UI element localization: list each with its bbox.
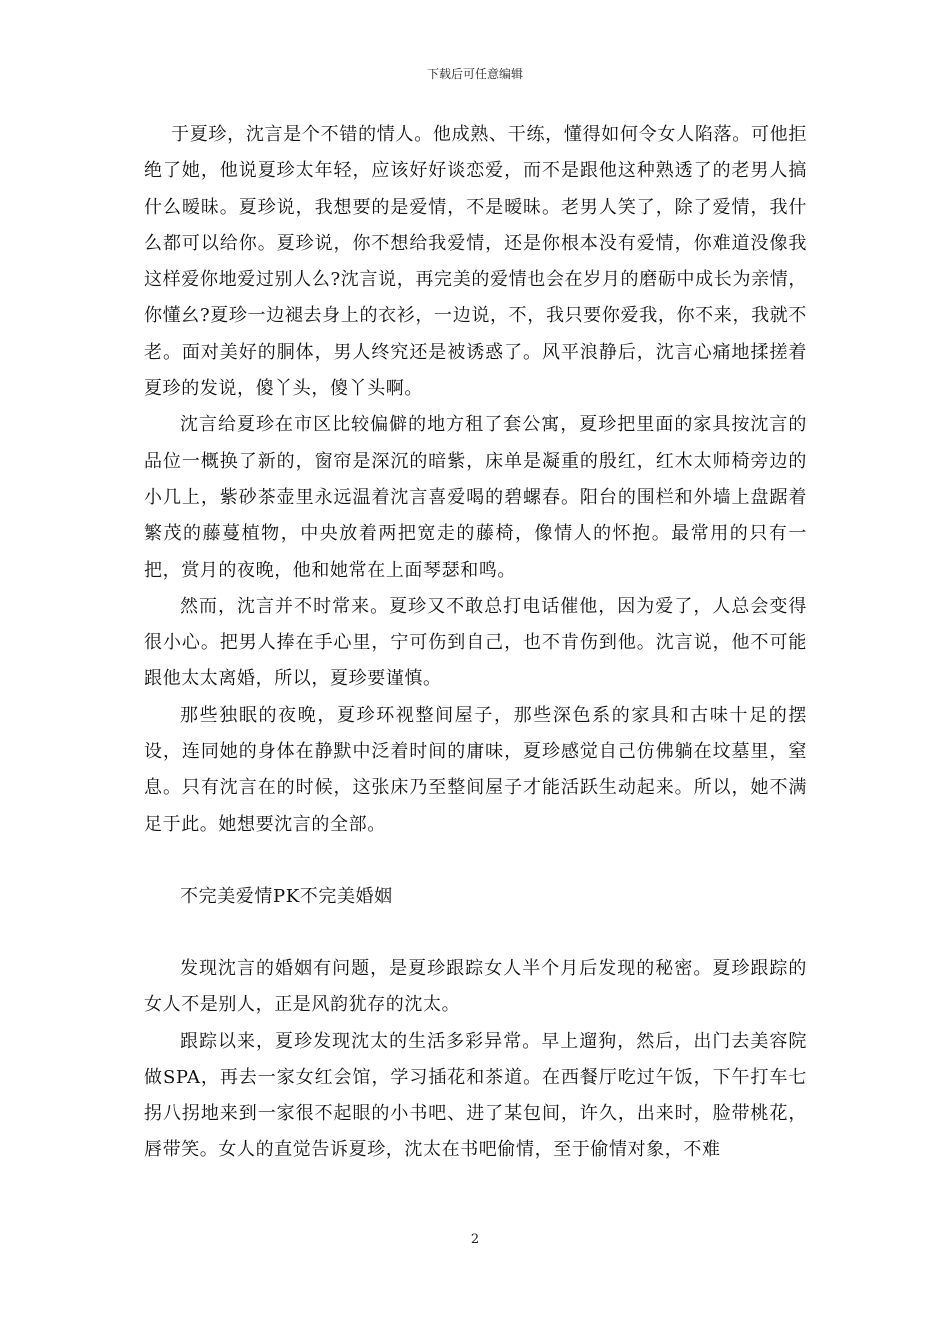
document-body <box>144 117 807 1169</box>
blank-line <box>144 843 807 879</box>
page-number: 2 <box>470 1232 480 1247</box>
page-header: 下载后可任意编辑 <box>426 67 523 81</box>
paragraph-6: 跟踪以来，夏珍发现沈太的生活多彩异常。早上遛狗，然后，出门去美容院做SPA，再去一家女红会馆，学习插花和茶道。在西餐厅吃过午饭，下午打车七拐八拐地来到一家很不起眼的小书吧、进了某包间，许久，出来时，脸带桃花，唇带笑。女人的直觉告诉夏珍，沈太在书吧偷情，至于偷情对象，不难 <box>144 1030 807 1161</box>
paragraph-1: 于夏珍，沈言是个不错的情人。他成熟、干练，懂得如何令女人陷落。可他拒绝了她，他说夏珍太年轻，应该好好谈恋爱，而不是跟他这种熟透了的老男人搞什么暧昧。夏珍说，我想要的是爱情，不是暧昧。老男人笑了，除了爱情，我什么都可以给你。夏珍说，你不想给我爱情，还是你根本没有爱情，你难道没像我这样爱你地爱过别人么?沈言说，再完美的爱情也会在岁月的磨砺中成长为亲情，你懂幺?夏珍一边褪去身上的衣衫，一边说，不，我只要你爱我，你不来，我就不老。面对美好的胴体，男人终究还是被诱惑了。风平浪静后，沈言心痛地揉搓着夏珍的发说，傻丫头，傻丫头啊。 <box>144 124 807 400</box>
section-heading: 不完美爱情PK不完美婚姻 <box>180 885 393 907</box>
paragraph-2: 沈言给夏珍在市区比较偏僻的地方租了套公寓，夏珍把里面的家具按沈言的品位一概换了新的，窗帘是深沉的暗紫，床单是凝重的殷红，红木太师椅旁边的小几上，紫砂茶壶里永远温着沈言喜爱喝的碧螺春。阳台的围栏和外墙上盘踞着繁茂的藤蔓植物，中央放着两把宽走的藤椅，像情人的怀抱。最常用的只有一把，赏月的夜晚，他和她常在上面琴瑟和鸣。 <box>144 414 807 581</box>
paragraph-3: 然而，沈言并不时常来。夏珍又不敢总打电话催他，因为爱了，人总会变得很小心。把男人捧在手心里，宁可伤到自己，也不肯伤到他。沈言说，他不可能跟他太太离婚，所以，夏珍要谨慎。 <box>144 595 807 690</box>
paragraph-4: 那些独眠的夜晚，夏珍环视整间屋子，那些深色系的家具和古味十足的摆设，连同她的身体在静默中泛着时间的庸味，夏珍感觉自己仿佛躺在坟墓里，窒息。只有沈言在的时候，这张床乃至整间屋子才能活跃生动起来。所以，她不满足于此。她想要沈言的全部。 <box>144 704 807 835</box>
paragraph-5: 发现沈言的婚姻有问题，是夏珍跟踪女人半个月后发现的秘密。夏珍跟踪的女人不是别人，正是风韵犹存的沈太。 <box>144 957 807 1016</box>
blank-line <box>144 915 807 951</box>
